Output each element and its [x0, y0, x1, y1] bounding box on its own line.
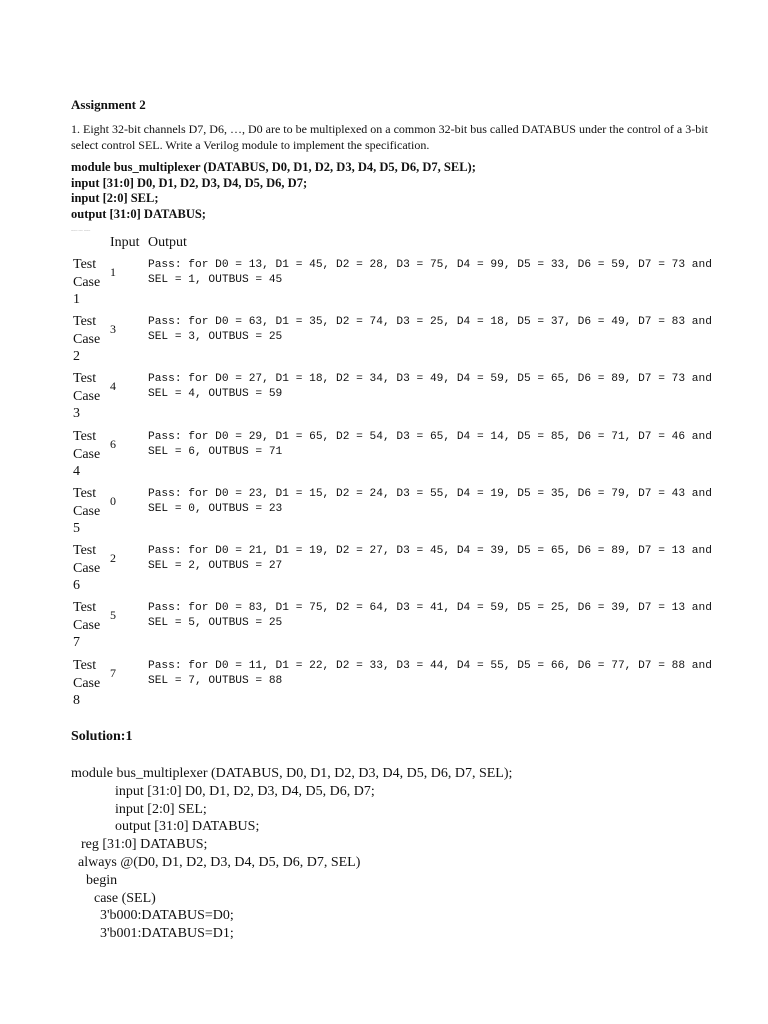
test-case-input: 3 — [110, 322, 116, 336]
test-case-output: Pass: for D0 = 83, D1 = 75, D2 = 64, D3 = 41, D4 = 59, D5 = 25, D6 = 39, D7 = 13 and SEL = 5, OUTBUS = 25 — [148, 602, 712, 629]
test-case-output: Pass: for D0 = 27, D1 = 18, D2 = 34, D3 = 49, D4 = 59, D5 = 65, D6 = 89, D7 = 73 and SEL = 4, OUTBUS = 59 — [148, 373, 712, 400]
output-column-header: Output — [148, 235, 187, 250]
test-case-label: Test Case 1 — [73, 257, 101, 307]
code-line: 3'b001:DATABUS=D1; — [100, 926, 234, 942]
test-case-label: Test Case 6 — [73, 543, 101, 593]
test-case-input: 1 — [110, 265, 116, 279]
test-case-input: 4 — [110, 379, 116, 393]
code-line: case (SEL) — [94, 890, 156, 906]
solution-heading: Solution:1 — [71, 729, 133, 744]
module-header-line: module bus_multiplexer (DATABUS, D0, D1, D2, D3, D4, D5, D6, D7, SEL); — [71, 160, 476, 174]
code-line: input [31:0] D0, D1, D2, D3, D4, D5, D6, D7; — [115, 783, 375, 799]
test-case-input: 5 — [110, 608, 116, 622]
test-case-output: Pass: for D0 = 63, D1 = 35, D2 = 74, D3 = 25, D4 = 18, D5 = 37, D6 = 49, D7 = 83 and SEL = 3, OUTBUS = 25 — [148, 316, 712, 343]
test-case-label: Test Case 2 — [73, 314, 101, 364]
code-line: output [31:0] DATABUS; — [115, 819, 260, 835]
test-case-input: 6 — [110, 437, 116, 451]
test-case-label: Test Case 8 — [73, 658, 101, 708]
test-case-label: Test Case 5 — [73, 486, 101, 536]
module-header-line: input [31:0] D0, D1, D2, D3, D4, D5, D6, D7; — [71, 175, 308, 190]
test-case-input: 7 — [110, 666, 116, 680]
test-case-output: Pass: for D0 = 13, D1 = 45, D2 = 28, D3 = 75, D4 = 99, D5 = 33, D6 = 59, D7 = 73 and SEL = 1, OUTBUS = 45 — [148, 259, 712, 286]
input-column-header: Input — [110, 235, 140, 250]
code-line: begin — [86, 872, 118, 888]
test-case-input: 2 — [110, 551, 116, 565]
test-case-input: 0 — [110, 494, 116, 508]
code-line: 3'b000:DATABUS=D0; — [100, 908, 234, 924]
module-header-line: output [31:0] DATABUS; — [71, 206, 206, 221]
assignment-description: 1. Eight 32-bit channels D7, D6, …, D0 are to be multiplexed on a common 32-bit bus called DATABUS under the control of a 3-bit select control SEL. Write a Verilog module to implement the specification. — [71, 122, 708, 152]
test-case-output: Pass: for D0 = 29, D1 = 65, D2 = 54, D3 = 65, D4 = 14, D5 = 85, D6 = 71, D7 = 46 and SEL = 6, OUTBUS = 71 — [148, 431, 712, 458]
code-line: input [2:0] SEL; — [115, 801, 207, 817]
code-line: module bus_multiplexer (DATABUS, D0, D1, D2, D3, D4, D5, D6, D7, SEL); — [71, 766, 513, 781]
module-header — [71, 160, 476, 222]
small-mark: ~~~ ~~ ~~~ — [71, 228, 91, 233]
test-case-output: Pass: for D0 = 11, D1 = 22, D2 = 33, D3 = 44, D4 = 55, D5 = 66, D6 = 77, D7 = 88 and SEL = 7, OUTBUS = 88 — [148, 660, 712, 687]
code-line: always @(D0, D1, D2, D3, D4, D5, D6, D7, SEL) — [78, 854, 361, 870]
code-line: reg [31:0] DATABUS; — [81, 837, 208, 853]
test-case-output: Pass: for D0 = 23, D1 = 15, D2 = 24, D3 = 55, D4 = 19, D5 = 35, D6 = 79, D7 = 43 and SEL = 0, OUTBUS = 23 — [148, 488, 712, 515]
test-case-label: Test Case 3 — [73, 371, 101, 421]
module-header-line: input [2:0] SEL; — [71, 191, 159, 205]
test-case-output: Pass: for D0 = 21, D1 = 19, D2 = 27, D3 = 45, D4 = 39, D5 = 65, D6 = 89, D7 = 13 and SEL = 2, OUTBUS = 27 — [148, 545, 712, 572]
test-case-label: Test Case 4 — [73, 429, 101, 479]
test-case-label: Test Case 7 — [73, 600, 101, 650]
assignment-title: Assignment 2 — [71, 97, 146, 112]
solution-code — [71, 765, 512, 943]
